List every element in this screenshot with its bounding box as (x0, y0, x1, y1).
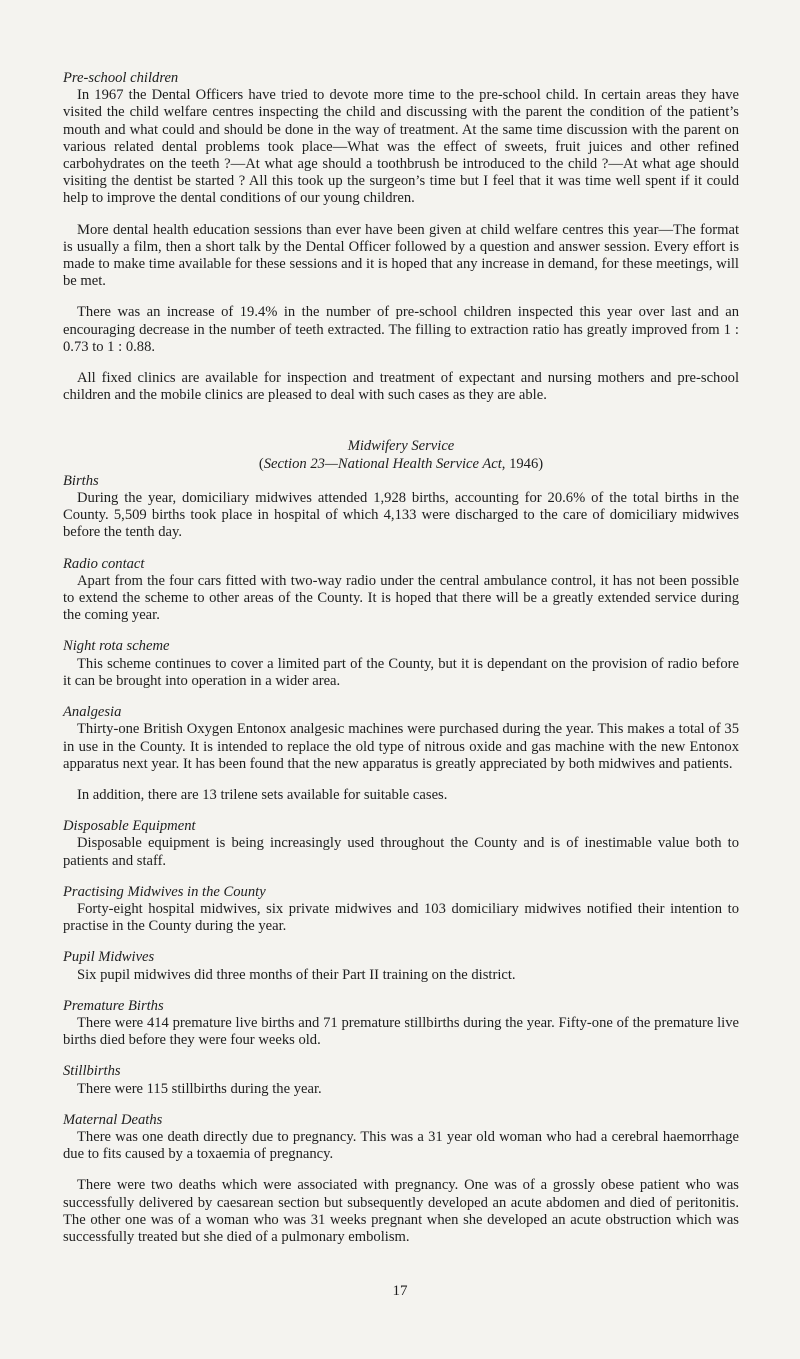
midwifery-title: Midwifery Service (347, 438, 455, 455)
midwifery-section (63, 1112, 739, 1246)
section-heading: Births (63, 472, 99, 489)
paragraph: Thirty-one British Oxygen Entonox analgesic machines were purchased during the year. This makes a total of 35 in use in the County. It is intended to replace the old type of nitrous oxide and gas machine with the new Entonox apparatus next year. It has been found that the new apparatus is greatly appreciated by both midwives and patients. (63, 721, 739, 772)
paragraph: During the year, domiciliary midwives attended 1,928 births, accounting for 20.6% of the total births in the County. 5,509 births took place in hospital of which 4,133 were discharged to the care of domiciliary midwives before the tenth day. (63, 490, 739, 541)
midwifery-sections (63, 473, 739, 1246)
midwifery-section (63, 556, 739, 625)
paragraph: There were 115 stillbirths during the year. (77, 1080, 322, 1097)
midwifery-section (63, 818, 739, 870)
section-heading: Night rota scheme (63, 638, 170, 655)
preschool-section (63, 70, 739, 404)
section-heading: Radio contact (63, 555, 145, 572)
midwifery-section (63, 998, 739, 1050)
paragraph: This scheme continues to cover a limited part of the County, but it is dependant on the provision of radio before it can be brought into operation in a wider area. (63, 655, 739, 689)
midwifery-section (63, 473, 739, 542)
document-body (63, 70, 739, 1260)
section-heading: Practising Midwives in the County (63, 883, 266, 900)
paragraph: More dental health education sessions than ever have been given at child welfare centres this year—The format is usually a film, then a short talk by the Dental Officer followed by a question and answer session. Every effort is made to make time available for these sessions and it is hoped that any increase in demand, for these meetings, will be met. (63, 221, 739, 290)
section-heading: Pupil Midwives (63, 949, 155, 966)
section-heading: Pre-school children (63, 70, 179, 86)
midwifery-section (63, 884, 739, 936)
midwifery-section (63, 638, 739, 690)
midwifery-section (63, 704, 739, 804)
paragraph: Six pupil midwives did three months of their Part II training on the district. (77, 966, 516, 983)
section-heading: Stillbirths (63, 1063, 121, 1080)
section-heading: Analgesia (63, 704, 122, 721)
paragraph: All fixed clinics are available for inspection and treatment of expectant and nursing mothers and pre-school children and the mobile clinics are pleased to deal with such cases as they are able. (63, 370, 739, 404)
paragraph: There were two deaths which were associated with pregnancy. One was of a grossly obese patient who was successfully delivered by caesarean section but subsequently developed an acute abdomen and died of peritonitis. The other one was of a woman who was 31 weeks pregnant when she developed an acute obstruction which was successfully treated but she died of a pulmonary embolism. (63, 1177, 739, 1245)
midwifery-subtitle-section: Section 23—National Health Service Act (263, 455, 502, 472)
midwifery-subtitle: (Section 23—National Health Service Act, 1946) (258, 455, 544, 472)
section-heading: Disposable Equipment (63, 818, 196, 835)
paragraph: There was one death directly due to pregnancy. This was a 31 year old woman who had a cerebral haemorrhage due to fits caused by a toxaemia of pregnancy. (63, 1128, 739, 1163)
paragraph: There was an increase of 19.4% in the number of pre-school children inspected this year over last and an encouraging decrease in the number of teeth extracted. The filling to extraction ratio has greatly improved from 1 : 0.73 to 1 : 0.88. (63, 304, 739, 355)
paragraph: Apart from the four cars fitted with two-way radio under the central ambulance control, it has not been possible to extend the scheme to other areas of the County. It is hoped that there will be a greatly extended service during the coming year. (63, 572, 739, 624)
midwifery-section (63, 1063, 739, 1097)
paragraph: Disposable equipment is being increasingly used throughout the County and is of inestimable value both to patients and staff. (63, 835, 739, 869)
midwifery-section (63, 949, 739, 983)
section-heading: Maternal Deaths (63, 1111, 163, 1128)
paragraph: There were 414 premature live births and 71 premature stillbirths during the year. Fifty-one of the premature live births died before they were four weeks old. (63, 1014, 739, 1049)
paragraph: In 1967 the Dental Officers have tried to devote more time to the pre-school child. In certain areas they have visited the child welfare centres inspecting the child and discussing with the parent the condition of the patient’s mouth and what could and should be done in the way of treatment. At the same time discussion with the parent on various related dental problems took place—What was the effect of sweets, fruit juices and other refined carbohydrates on the teeth ?—At what age should a toothbrush be introduced to the child ?—At what age should visiting the dentist be started ? All this took up the surgeon’s time but I feel that it was time well spent if it could help to improve the dental conditions of our young children. (63, 87, 739, 207)
page-number: 17 (392, 1283, 408, 1299)
section-heading: Premature Births (63, 997, 164, 1014)
paragraph: In addition, there are 13 trilene sets available for suitable cases. (77, 786, 448, 803)
paragraph: Forty-eight hospital midwives, six private midwives and 103 domiciliary midwives notified their intention to practise in the County during the year. (63, 900, 739, 935)
